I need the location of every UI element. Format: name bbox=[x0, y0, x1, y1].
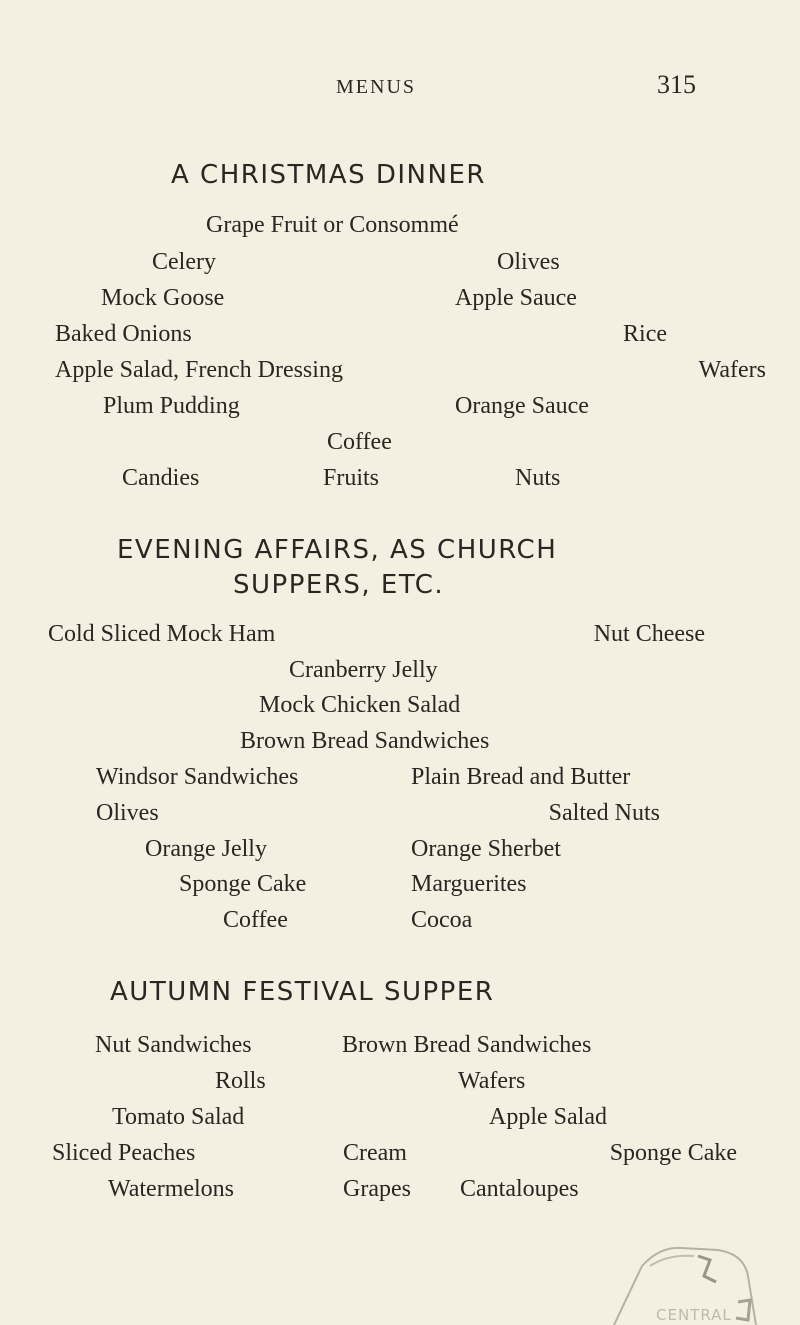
autumn-middle-item: Cream bbox=[343, 1140, 407, 1166]
autumn-left-item: Sliced Peaches bbox=[52, 1140, 196, 1166]
library-stamp-text: CENTRAL bbox=[656, 1306, 732, 1324]
evening-affairs-title-line-2: SUPPERS, ETC. bbox=[233, 570, 445, 600]
evening-affairs-title-line-1: EVENING AFFAIRS, AS CHURCH bbox=[117, 535, 558, 565]
christmas-coffee: Coffee bbox=[327, 429, 392, 455]
evening-left-item: Windsor Sandwiches bbox=[96, 764, 299, 790]
autumn-right-item: Wafers bbox=[458, 1068, 526, 1094]
evening-top-right: Nut Cheese bbox=[593, 621, 705, 647]
christmas-right-item: Apple Sauce bbox=[455, 285, 577, 311]
page-number: 315 bbox=[657, 70, 696, 99]
evening-left-item: Sponge Cake bbox=[179, 871, 307, 897]
autumn-right-item: Cantaloupes bbox=[460, 1176, 579, 1202]
autumn-right-item: Apple Salad bbox=[489, 1104, 607, 1130]
christmas-first-course: Grape Fruit or Consommé bbox=[206, 212, 459, 238]
christmas-final-item: Candies bbox=[122, 465, 200, 491]
evening-center-item: Brown Bread Sandwiches bbox=[240, 728, 490, 754]
evening-right-item: Salted Nuts bbox=[548, 800, 660, 826]
christmas-right-item: Orange Sauce bbox=[455, 393, 589, 419]
christmas-final-item: Nuts bbox=[515, 465, 561, 491]
evening-right-item: Orange Sherbet bbox=[411, 836, 561, 862]
autumn-left-item: Watermelons bbox=[108, 1176, 235, 1202]
autumn-right-item: Sponge Cake bbox=[609, 1140, 737, 1166]
christmas-left-item: Apple Salad, French Dressing bbox=[55, 357, 343, 383]
christmas-left-item: Plum Pudding bbox=[103, 393, 240, 419]
christmas-right-item: Rice bbox=[623, 321, 667, 347]
christmas-left-item: Celery bbox=[152, 249, 216, 275]
evening-right-item: Plain Bread and Butter bbox=[411, 764, 631, 790]
evening-center-item: Mock Chicken Salad bbox=[259, 692, 461, 718]
library-stamp-icon bbox=[598, 1236, 758, 1325]
christmas-left-item: Baked Onions bbox=[55, 321, 192, 347]
christmas-left-item: Mock Goose bbox=[101, 285, 225, 311]
evening-right-item: Cocoa bbox=[411, 907, 473, 933]
evening-left-item: Coffee bbox=[223, 907, 288, 933]
christmas-right-item: Wafers bbox=[698, 357, 766, 383]
evening-center-item: Cranberry Jelly bbox=[289, 657, 438, 683]
autumn-left-item: Nut Sandwiches bbox=[95, 1032, 252, 1058]
evening-top-left: Cold Sliced Mock Ham bbox=[48, 621, 276, 647]
autumn-festival-title: AUTUMN FESTIVAL SUPPER bbox=[110, 977, 495, 1007]
christmas-right-item: Olives bbox=[497, 249, 560, 275]
evening-left-item: Olives bbox=[96, 800, 159, 826]
christmas-final-item: Fruits bbox=[323, 465, 380, 491]
running-head: MENUS bbox=[336, 76, 417, 98]
evening-right-item: Marguerites bbox=[411, 871, 527, 897]
autumn-middle-item: Grapes bbox=[343, 1176, 411, 1202]
christmas-dinner-title: A CHRISTMAS DINNER bbox=[171, 160, 486, 190]
autumn-left-item: Rolls bbox=[215, 1068, 266, 1094]
autumn-right-item: Brown Bread Sandwiches bbox=[342, 1032, 592, 1058]
autumn-left-item: Tomato Salad bbox=[112, 1104, 245, 1130]
evening-left-item: Orange Jelly bbox=[145, 836, 267, 862]
